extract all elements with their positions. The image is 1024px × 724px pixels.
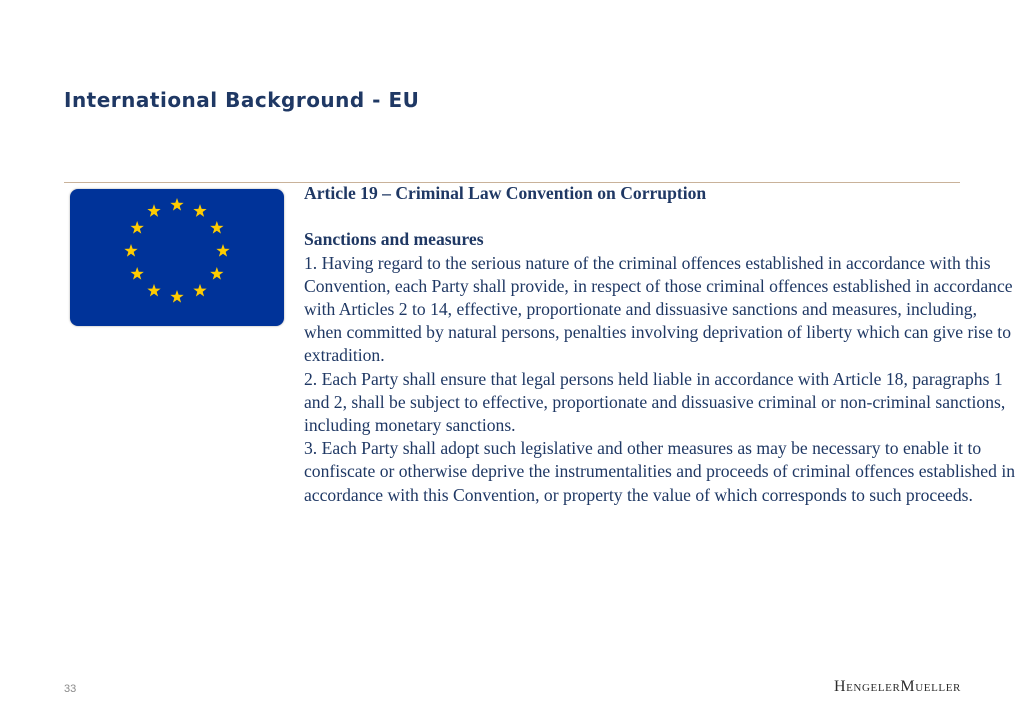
article-paragraph-1: 1. Having regard to the serious nature of the criminal offences established in accordance with this Convention, each Party shall provide, in respect of those criminal offences established in accordance with Articles 2 to 14, effective, proportionate and dissuasive sanctions and measures, including, when committed by natural persons, penalties involving deprivation of liberty which can give rise to extradition. bbox=[304, 252, 1013, 366]
star-icon bbox=[210, 267, 223, 280]
slide-title: International Background - EU bbox=[64, 88, 420, 112]
article-subheading: Sanctions and measures bbox=[304, 229, 484, 250]
star-ring bbox=[124, 198, 229, 303]
star-icon bbox=[147, 204, 160, 217]
article-heading: Article 19 – Criminal Law Convention on Corruption bbox=[304, 183, 707, 203]
article-paragraph-2: 2. Each Party shall ensure that legal persons held liable in accordance with Article 18, paragraphs 1 and 2, shall be subject to effective, proportionate and dissuasive criminal or non-criminal sanctions, including monetary sanctions. bbox=[304, 368, 1006, 436]
article-paragraph-3: 3. Each Party shall adopt such legislative and other measures as may be necessary to enable it to confiscate or otherwise deprive the instrumentalities and proceeds of criminal offences established in accordance with this Convention, or property the value of which corresponds to such proceeds. bbox=[304, 438, 1016, 505]
hengeler-mueller-logo: HengelerMueller bbox=[833, 678, 961, 695]
star-icon bbox=[170, 290, 183, 303]
page-number: 33 bbox=[64, 683, 77, 695]
star-icon bbox=[210, 221, 223, 234]
star-icon bbox=[147, 284, 160, 297]
star-icon bbox=[131, 267, 144, 280]
article-text bbox=[304, 182, 1016, 507]
star-icon bbox=[131, 221, 144, 234]
star-icon bbox=[193, 204, 206, 217]
star-icon bbox=[216, 244, 229, 257]
star-icon bbox=[124, 244, 137, 257]
star-icon bbox=[193, 284, 206, 297]
eu-flag-icon bbox=[70, 189, 284, 326]
star-icon bbox=[170, 198, 183, 211]
